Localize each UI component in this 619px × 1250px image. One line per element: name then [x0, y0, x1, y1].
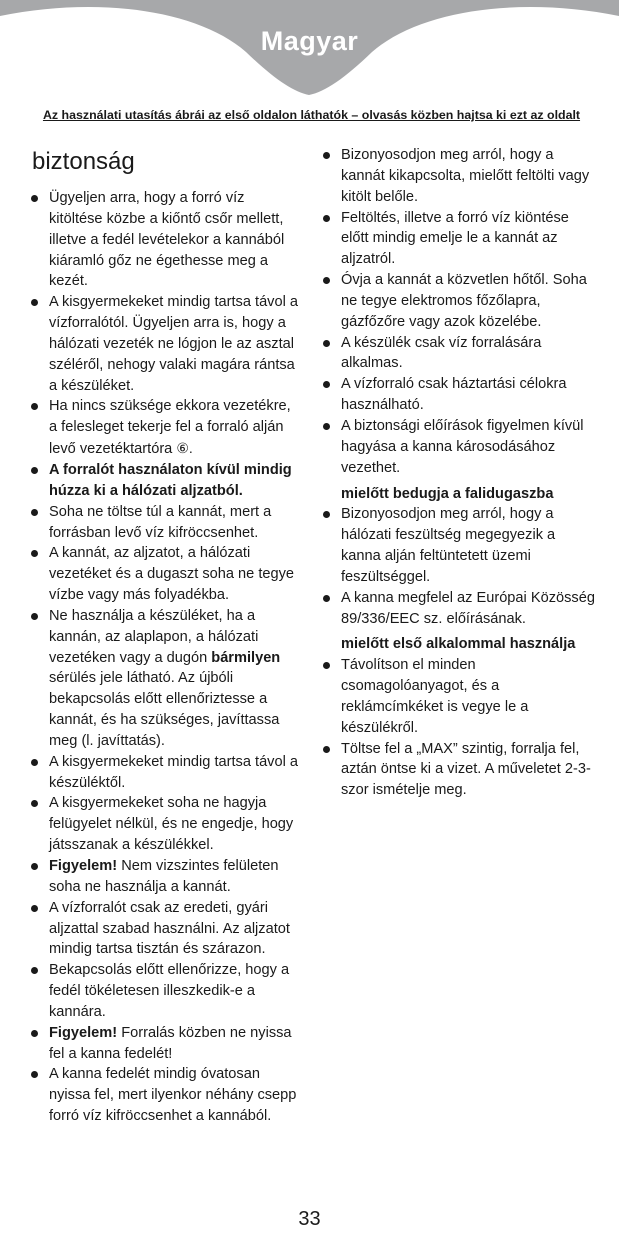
list-item: Feltöltés, illetve a forró víz kiöntése előtt mindig emelje le a kannát az aljzatról.	[322, 208, 597, 271]
before-plugging-list	[322, 504, 597, 629]
list-item: A vízforralót csak az eredeti, gyári aljzattal szabad használni. Az aljzatot mindig tartsa tisztán és szárazon.	[30, 898, 302, 961]
list-item: A biztonsági előírások figyelmen kívül hagyása a kanna károsodásához vezethet.	[322, 416, 597, 479]
list-item: Ügyeljen arra, hogy a forró víz kitöltése közbe a kiőntő csőr mellett, illetve a fedél levételekor a kannából kiáramló gőz ne égethesse meg a kezét.	[30, 188, 302, 292]
list-item: A kanna megfelel az Európai Közösség 89/336/EEC sz. előírásának.	[322, 588, 597, 630]
instruction-note: Az használati utasítás ábrái az első oldalon láthatók – olvasás közben hajtsa ki ezt az oldalt	[42, 108, 581, 122]
right-column	[322, 145, 597, 801]
list-item: Ha nincs szüksége ekkora vezetékre, a felesleget tekerje fel a forraló alján levő vezetéktartóra ⑥.	[30, 396, 302, 460]
list-item: A kisgyermekeket soha ne hagyja felügyelet nélkül, és ne engedje, hogy játsszanak a készülékkel.	[30, 793, 302, 856]
section-heading-safety: biztonság	[32, 148, 135, 175]
list-item: A forralót használaton kívül mindig húzza ki a hálózati aljzatból.	[30, 460, 302, 502]
list-item: Figyelem! Forralás közben ne nyissa fel a kanna fedelét!	[30, 1023, 302, 1065]
list-item: A kisgyermekeket mindig tartsa távol a készüléktől.	[30, 752, 302, 794]
list-item: Óvja a kannát a közvetlen hőtől. Soha ne tegye elektromos főzőlapra, gázfőzőre vagy azok közelébe.	[322, 270, 597, 333]
list-item: A készülék csak víz forralására alkalmas.	[322, 333, 597, 375]
list-item: Ne használja a készüléket, ha a kannán, az alaplapon, a hálózati vezetéken vagy a dugón bármilyen sérülés jele látható. Az újbóli bekapcsolás előtt ellenőriztesse a kannát, és ha szükséges, javíttassa meg (l. javíttatás).	[30, 606, 302, 752]
left-column	[30, 148, 302, 1127]
page-number: 33	[298, 1208, 321, 1230]
safety-list-right	[322, 145, 597, 479]
list-item: Töltse fel a „MAX” szintig, forralja fel, aztán öntse ki a vizet. A műveletet 2-3-szor ismételje meg.	[322, 739, 597, 802]
list-item: Soha ne töltse túl a kannát, mert a forrásban levő víz kifröccsenhet.	[30, 502, 302, 544]
list-item: Bekapcsolás előtt ellenőrizze, hogy a fedél tökéletesen illeszkedik-e a kannára.	[30, 960, 302, 1023]
list-item: A vízforraló csak háztartási célokra használható.	[322, 374, 597, 416]
safety-list-left	[30, 188, 302, 1127]
language-title: Magyar	[260, 26, 359, 56]
subheading-before-plugging: mielőtt bedugja a falidugaszba	[341, 485, 554, 502]
first-use-list	[322, 655, 597, 801]
list-item: A kisgyermekeket mindig tartsa távol a vízforralótól. Ügyeljen arra is, hogy a hálózati vezeték ne lógjon le az asztal széléről, nehogy valaki magára rántsa a készüléket.	[30, 292, 302, 396]
list-item: Bizonyosodjon meg arról, hogy a hálózati feszültség megegyezik a kanna alján feltüntetett üzemi feszültséggel.	[322, 504, 597, 587]
subheading-first-use: mielőtt első alkalommal használja	[341, 636, 576, 653]
list-item: Távolítson el minden csomagolóanyagot, és a reklámcímkéket is vegye le a készülékről.	[322, 655, 597, 738]
list-item: Bizonyosodjon meg arról, hogy a kannát kikapcsolta, mielőtt feltölti vagy kitölt belőle.	[322, 145, 597, 208]
list-item: A kanna fedelét mindig óvatosan nyissa fel, mert ilyenkor néhány csepp forró víz kifröccsenhet a kannából.	[30, 1064, 302, 1127]
list-item: A kannát, az aljzatot, a hálózati vezetéket és a dugaszt soha ne tegye vízbe vagy más folyadékba.	[30, 543, 302, 606]
list-item: Figyelem! Nem vizszintes felületen soha ne használja a kannát.	[30, 856, 302, 898]
